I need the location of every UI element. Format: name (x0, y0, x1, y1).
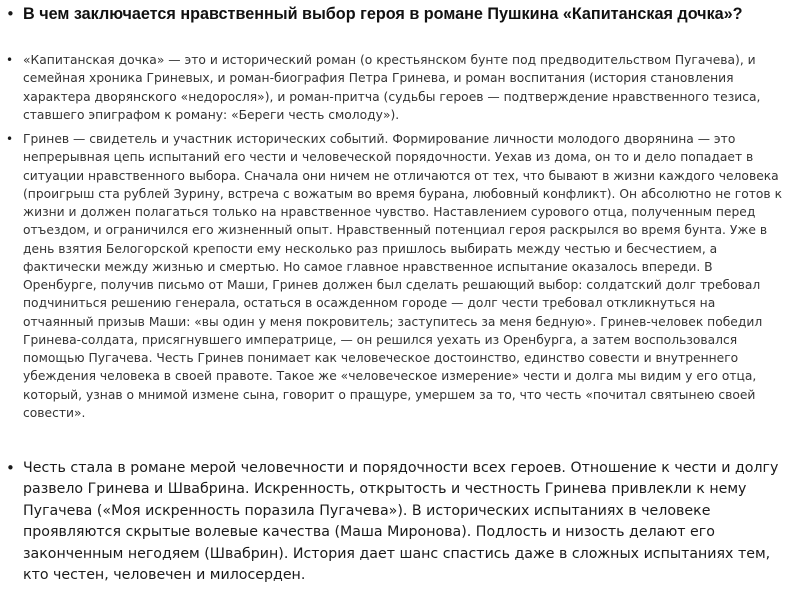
bullet-marker: • (6, 132, 14, 146)
bullet-marker: • (6, 5, 15, 23)
bullet-honor (6, 458, 784, 586)
bullet-grinev (6, 130, 784, 422)
bullet-marker: • (6, 53, 14, 67)
bullet-genre (6, 51, 784, 124)
genre-paragraph: «Капитанская дочка» — это и исторический роман (о крестьянском бунте под предводительством Пугачева), и семейная хроника Гриневых, и роман-биография Петра Гринева, и роман воспитания (история становления характера дворянского «недоросля»), и роман-притча (судьбы героев — подтверждение нравственного тезиса, ставшего эпиграфом к роману: «Береги честь смолоду»). (23, 53, 761, 122)
bullet-marker: • (6, 459, 15, 477)
bullet-question (6, 3, 784, 25)
question-heading: В чем заключается нравственный выбор героя в романе Пушкина «Капитанская дочка»? (23, 5, 743, 23)
grinev-paragraph: Гринев — свидетель и участник исторических событий. Формирование личности молодого дворянина — это непрерывная цепь испытаний его чести и человеческой порядочности. Уехав из дома, он то и дело попадает в ситуации нравственного выбора. Сначала они ничем не отличаются от тех, что бывают в жизни каждого человека (проигрыш ста рублей Зурину, встреча с вожатым во время бурана, любовный конфликт). Он абсолютно не готов к жизни и должен полагаться только на нравственное чувство. Наставлением сурового отца, полученным перед отъездом, и ограничился его жизненный опыт. Нравственный потенциал героя раскрылся во время бунта. Уже в день взятия Белогорской крепости ему несколько раз пришлось выбирать между честью и бесчестием, а фактически между жизнью и смертью. Но самое главное нравственное испытание оказалось впереди. В Оренбурге, получив письмо от Маши, Гринев должен был сделать решающий выбор: солдатский долг требовал подчиниться решению генерала, остаться в осажденном городе — долг чести требовал откликнуться на отчаянный призыв Маши: «вы один у меня покровитель; заступитесь за меня бедную». Гринев-человек победил Гринева-солдата, присягнувшего императрице, — он решился уехать из Оренбурга, а затем воспользовался помощью Пугачева. Честь Гринев понимает как человеческое достоинство, единство совести и внутреннего убеждения человека в своей правоте. Такое же «человеческое измерение» чести и долга мы видим у его отца, который, узнав о мнимой измене сына, говорит о пращуре, умершем за то, что честь «почитал святынею своей совести». (23, 132, 783, 420)
honor-paragraph: Честь стала в романе мерой человечности и порядочности всех героев. Отношение к чести и долгу развело Гринева и Швабрина. Искренность, открытость и честность Гринева привлекли к нему Пугачева («Моя искренность поразила Пугачева»). В исторических испытаниях в человеке проявляются скрытые волевые качества (Маша Миронова). Подлость и низость делают его законченным негодяем (Швабрин). История дает шанс спастись даже в сложных испытаниях тем, кто честен, человечен и милосерден. (23, 460, 779, 584)
